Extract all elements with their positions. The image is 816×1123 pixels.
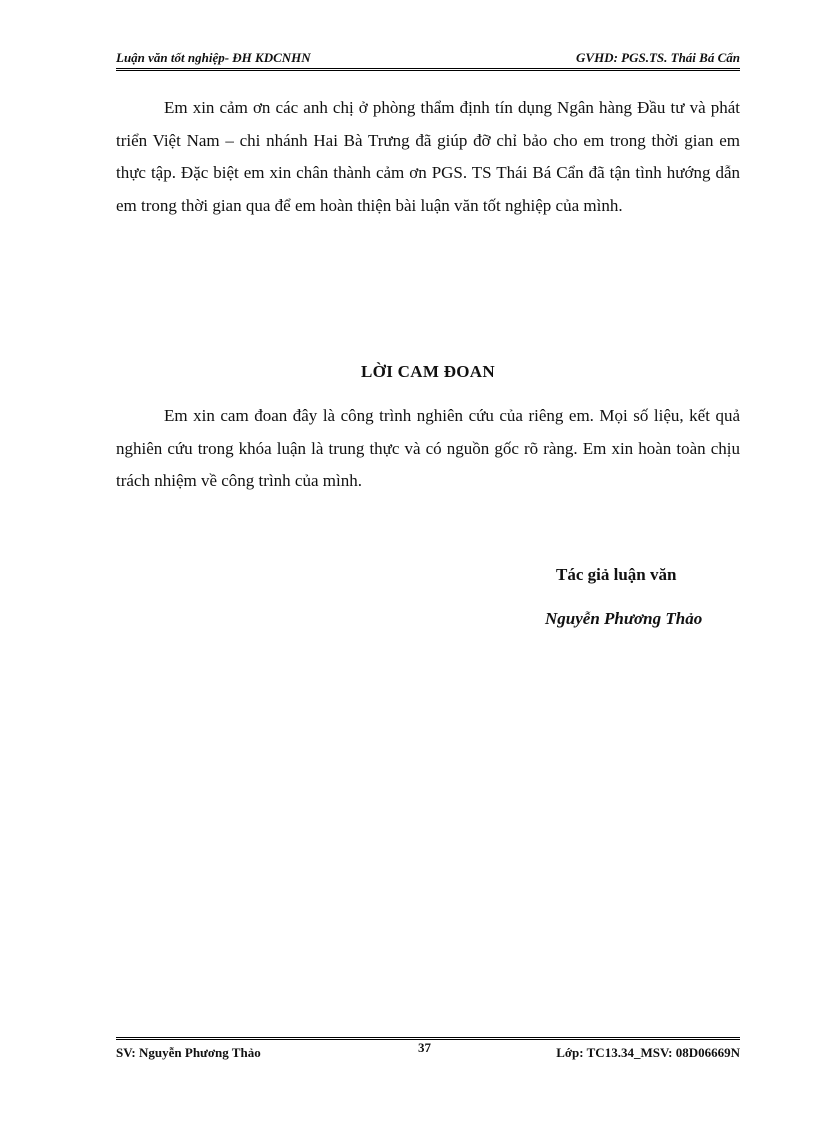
- footer-student: SV: Nguyễn Phương Thảo: [116, 1045, 261, 1060]
- acknowledgement-section: [116, 92, 740, 222]
- page-footer: [116, 1040, 740, 1064]
- declaration-title: LỜI CAM ĐOAN: [361, 362, 495, 381]
- declaration-section: [116, 400, 740, 498]
- declaration-paragraph: Em xin cam đoan đây là công trình nghiên cứu của riêng em. Mọi số liệu, kết quả nghiên cứu trong khóa luận là trung thực và có nguồn gốc rõ ràng. Em xin hoàn toàn chịu trách nhiệm về công trình của mình.: [116, 406, 740, 490]
- header-supervisor: GVHD: PGS.TS. Thái Bá Cẩn: [576, 50, 740, 65]
- footer-class-info: Lớp: TC13.34_MSV: 08D06669N: [556, 1045, 740, 1060]
- acknowledgement-paragraph: Em xin cảm ơn các anh chị ở phòng thẩm định tín dụng Ngân hàng Đầu tư và phát triển Việt Nam – chi nhánh Hai Bà Trưng đã giúp đỡ chỉ bảo cho em trong thời gian em thực tập. Đặc biệt em xin chân thành cảm ơn PGS. TS Thái Bá Cẩn đã tận tình hướng dẫn em trong thời gian qua để em hoàn thiện bài luận văn tốt nghiệp của mình.: [116, 98, 740, 215]
- header-divider: [116, 68, 740, 71]
- page-number: 37: [418, 1040, 431, 1055]
- header-thesis-title: Luận văn tốt nghiệp- ĐH KDCNHN: [116, 50, 311, 65]
- signature-name: Nguyễn Phương Thảo: [545, 609, 703, 628]
- signature-role: Tác giả luận văn: [556, 565, 677, 584]
- page-header: [116, 48, 740, 68]
